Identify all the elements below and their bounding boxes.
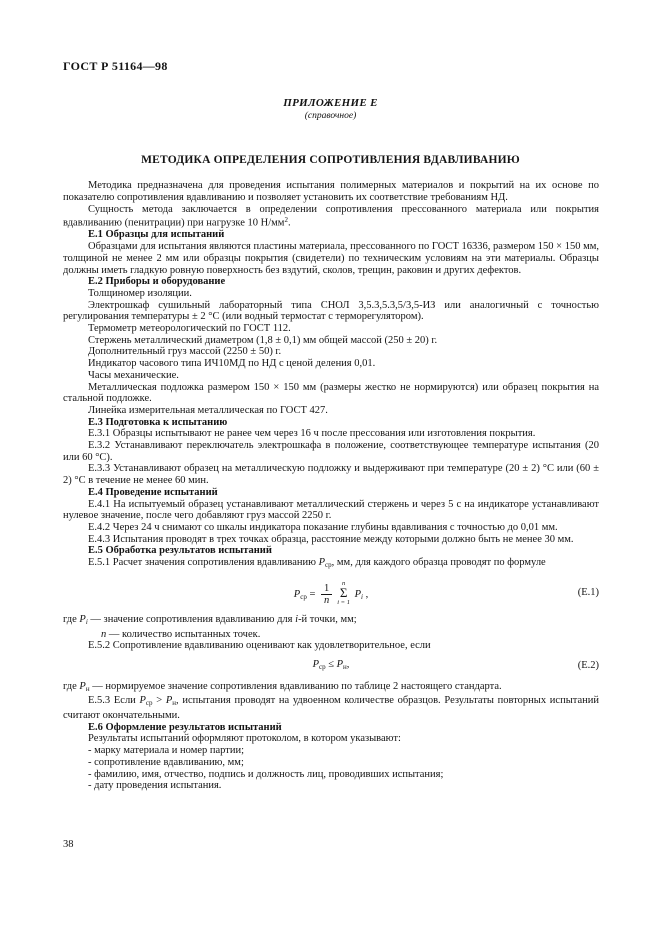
text-run: - дату проведения испытания. [88,780,222,792]
para-e1-where-n [63,629,599,641]
para-e2-gauge [63,288,599,300]
para-e1-where-pi [63,614,599,629]
text-run: н [172,699,177,708]
heading-e5 [63,545,599,557]
text-run: - фамилию, имя, отчество, подпись и должность лиц, проводивших испытания; [88,768,444,780]
para-e31 [63,428,599,440]
text-run: — количество испытанных точек. [106,628,261,640]
text-run: Е.4.2 Через 24 ч снимают со шкалы индикатора показание глубины вдавливания с точностью до 0,01 мм. [88,522,558,533]
text-run: Р [336,658,344,670]
text-run: , мм, для каждого образца проводят по формуле [331,557,546,569]
text-run: n [341,579,346,587]
text-run: — значение сопротивления вдавливанию для [87,613,296,625]
page-title: МЕТОДИКА ОПРЕДЕЛЕНИЯ СОПРОТИВЛЕНИЯ ВДАВЛИВАНИЮ [141,154,520,167]
doc-code: ГОСТ Р 51164—98 [63,59,168,73]
text-run: i [85,617,88,626]
text-run: ≤ [325,658,337,670]
formula-expression [313,659,350,674]
text-run: Методика предназначена для проведения испытания полимерных материалов и покрытий на их основе по показателю сопротивления вдавливанию и позволяет установить их соответствие требованиям НД. [63,180,599,203]
para-e2-clock [63,370,599,382]
text-run: Сущность метода заключается в определении сопротивления прессованного материала или покрытия вдавливанию (пенитрации) при нагрузке 10 Н/мм [63,203,599,229]
text-run: Металлическая подложка размером 150 × 150 мм (размеры жестко не нормируются) или образец покрытия на стальной подложке. [63,381,599,405]
text-run: Индикатор часового типа ИЧ10МД по НД с ценой деления 0,01. [88,358,376,370]
para-e51 [63,557,599,572]
text-run: Е.5.1 Расчет значения сопротивления вдавливанию [88,557,319,569]
para-e2-ruler [63,405,599,417]
para-e6-intro [63,733,599,745]
document-body [63,180,599,792]
text-run: Р [79,613,86,625]
text-run: Электрошкаф сушильный лабораторный типа СНОЛ 3,5.3,5.3,5/3,5-ИЗ или аналогичный с точностью регулирования температуры ± 2 °С (или водный термостат с терморегулятором). [63,299,599,323]
para-e2-indicator [63,358,599,370]
text-run: Толщиномер изоляции. [88,287,192,299]
text-run: i [361,592,363,601]
summation-operator [337,580,350,606]
text-run: . [287,217,291,229]
heading-e4 [63,487,599,499]
formula-label: (Е.2) [577,660,599,672]
heading-e6 [63,722,599,734]
text-run: n [101,628,107,640]
text-run: = [306,588,318,600]
para-e43 [63,534,599,546]
text-run: , [346,658,350,670]
text-run: Е.5 Обработка результатов испытаний [88,545,272,557]
appendix-title: ПРИЛОЖЕНИЕ Е [283,97,378,109]
text-run: i [295,613,299,625]
formula-e2 [63,659,599,674]
text-run: Е.4.3 Испытания проводят в трех точках образца, расстояние между которыми должно быть не менее 30 мм. [88,533,574,545]
heading-e2 [63,276,599,288]
text-run: Е.3.3 Устанавливают образец на металлическую подложку и выдерживают при температуре (20 ± 2) °С или (60 ± 2) °С в течение не менее 60 мин. [63,463,599,487]
text-run: Р [79,680,86,692]
formula-label: (Е.1) [577,586,599,598]
fraction [321,583,332,606]
text-run: Е.4 Проведение испытаний [88,486,218,498]
appendix-subtitle: (справочное) [304,110,357,121]
para-e2-oven [63,300,599,323]
text-run: н [343,662,347,671]
para-intro-1 [63,180,599,203]
text-run: где [63,613,80,625]
text-run: Термометр метеорологический по ГОСТ 112. [88,323,291,335]
para-e41 [63,499,599,522]
text-run: Часы механические. [88,369,179,381]
para-intro-2 [63,204,599,230]
text-run: Σ [339,584,348,600]
text-run: Дополнительный груз массой (2250 ± 50) г. [88,346,282,358]
para-e6-item-3 [63,769,599,781]
heading-e3 [63,417,599,429]
page-number: 38 [63,839,74,850]
para-e6-item-2 [63,757,599,769]
text-run: ср [325,561,332,570]
text-run: Р [312,658,319,670]
text-run: Образцами для испытания являются пластины материала, прессованного по ГОСТ 16336, размером 150 × 150 мм, толщиной не менее 2 мм или образцы покрытия (свидетели) по техническим условиям на эти материалы. Образцы должны иметь гладкую ровную поверхность без вздутий, сколов, трещин, раковин и других дефектов. [63,241,599,276]
text-run: — нормируемое значение сопротивления вдавливанию по таблице 2 настоящего стандарта. [89,680,502,692]
text-run: , [362,588,369,600]
text-run: -й точки, мм; [298,613,357,625]
para-e53 [63,695,599,721]
text-run: Р [139,695,146,707]
text-run: Е.6 Оформление результатов испытаний [88,721,282,733]
text-run: 2 [284,216,288,225]
para-e2-weight [63,346,599,358]
text-run: - марку материала и номер партии; [88,745,245,757]
para-e2-rod [63,335,599,347]
text-run: где [63,680,80,692]
text-run: ср [300,592,307,601]
text-run: Результаты испытаний оформляют протоколом, в котором указывают: [88,733,401,745]
para-e1-samples [63,241,599,276]
text-run: , испытания проводят на удвоенном количестве образцов. Результаты повторных испытаний считают окончательными. [63,695,599,722]
text-run: Линейка измерительная металлическая по ГОСТ 427. [88,404,328,416]
text-run: Е.5.2 Сопротивление вдавливанию оценивают как удовлетворительное, если [88,640,431,652]
text-run: Р [318,557,326,569]
text-run: ср [145,699,153,708]
para-e33 [63,463,599,486]
para-e52 [63,640,599,652]
text-run: Е.3.1 Образцы испытывают не ранее чем через 16 ч после прессования или изготовления покрытия. [88,428,536,440]
formula-expression [294,580,368,606]
formula-e1 [63,580,599,606]
text-run: Р [354,588,361,600]
para-e42 [63,522,599,534]
text-run: Р [165,695,173,707]
para-e2-substrate [63,382,599,405]
text-run: н [85,684,90,693]
text-run: Е.1 Образцы для испытаний [88,229,225,241]
text-run: ср [319,662,326,671]
text-run: Е.3.2 Устанавливают переключатель электрошкафа в положение, соответствующее температуре испытания (20 или 60 °С). [63,440,599,463]
para-e2-thermometer [63,323,599,335]
text-run: Е.2 Приборы и оборудование [88,276,226,288]
text-run: > [152,695,166,707]
text-run: Стержень металлический диаметром (1,8 ± 0,1) мм общей массой (250 ± 20) г. [88,334,438,346]
heading-e1 [63,229,599,241]
text-run: Р [293,588,301,600]
text-run: Е.4.1 На испытуемый образец устанавливают металлический стержень и через 5 с на индикаторе устанавливают нулевое значение, после чего добавляют груз массой 2250 г. [63,498,599,522]
text-run: - сопротивление вдавливанию, мм; [88,756,244,768]
para-e32 [63,440,599,463]
para-e6-item-1 [63,745,599,757]
text-run: n [324,594,330,606]
para-e6-item-4 [63,780,599,792]
text-run: Е.5.3 Если [88,695,140,707]
text-run: Е.3 Подготовка к испытанию [88,416,228,428]
text-run: 1 [321,583,332,595]
text-run: i = 1 [337,598,350,606]
para-e2-where-pn [63,681,599,696]
